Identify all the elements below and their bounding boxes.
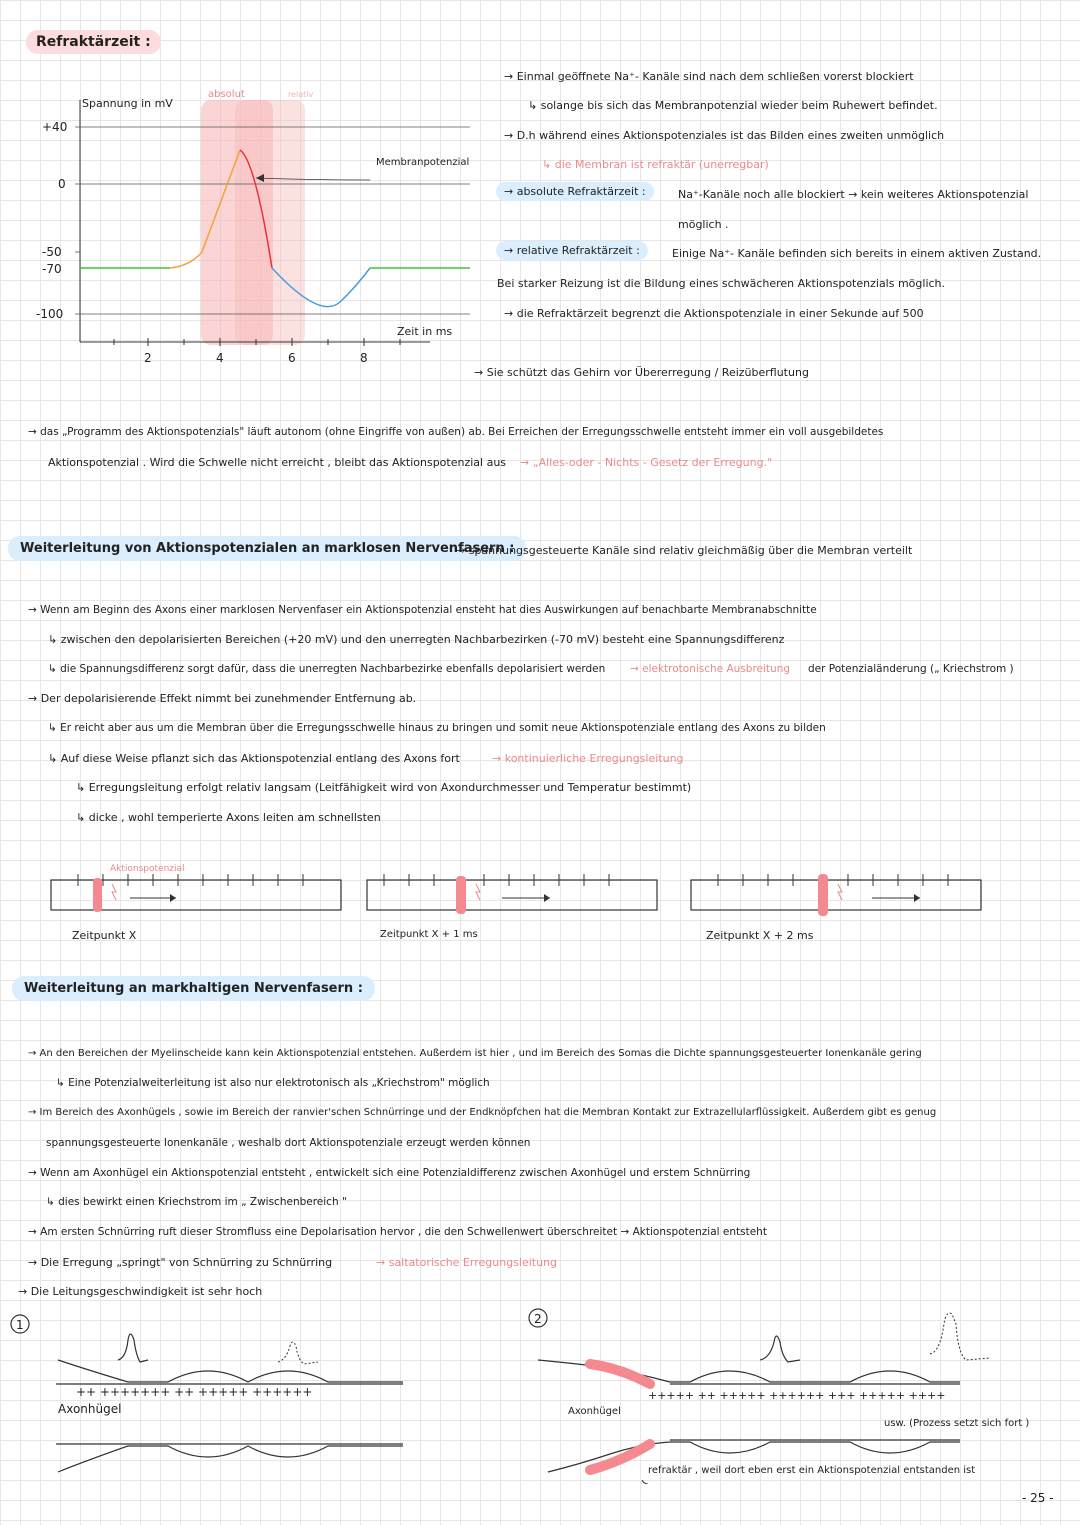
saltatorisch-term: → saltatorische Erregungsleitung [376, 1256, 558, 1269]
ytick-0: 0 [58, 177, 66, 191]
refrakt-note-8: Bei starker Reizung ist die Bildung eines schwächeren Aktionspotenzials möglich. [497, 277, 946, 290]
refrakt-note-10: → Sie schützt das Gehirn vor Übererregung / Reizüberflutung [474, 366, 809, 379]
diagram-number-1: 1 [16, 1318, 24, 1332]
mark-line-8: → Die Erregung „springt" von Schnürring zu Schnürring [28, 1256, 333, 1269]
curve-label: Membranpotenzial [376, 157, 470, 168]
mark-line-1: → An den Bereichen der Myelinscheide kann kein Aktionspotenzial entstehen. Außerdem ist hier , und im Bereich des Somas die Dichte spannungsgesteuerter Ionenkanäle gering [28, 1048, 922, 1059]
refrakt-note-6: möglich . [678, 218, 729, 231]
marklos-line-1: → Wenn am Beginn des Axons einer marklosen Nervenfaser ein Aktionspotenzial ensteht hat dies Auswirkungen auf benachbarte Membranabschnitte [28, 604, 817, 616]
zeitpunkt-3: Zeitpunkt X + 2 ms [706, 929, 814, 942]
usw-note: usw. (Prozess setzt sich fort ) [884, 1418, 1030, 1429]
xtick-8: 8 [360, 351, 368, 365]
marklos-line-7: ↳ Erregungsleitung erfolgt relativ langsam (Leitfähigkeit wird von Axondurchmesser und Temperatur bestimmt) [76, 781, 692, 794]
y-label: Spannung in mV [82, 97, 173, 110]
marklos-line-2: ↳ zwischen den depolarisierten Bereichen (+20 mV) und den unerregten Nachbarbezirken (-70 mV) besteht eine Spannungsdifferenz [48, 633, 785, 646]
axon-diagram-3 [688, 872, 988, 920]
mark-line-4: spannungsgesteuerte Ionenkanäle , weshalb dort Aktionspotenziale erzeugt werden können [46, 1137, 531, 1149]
axon-diagram-2 [364, 872, 664, 920]
program-line-1: → das „Programm des Aktionspotenzials" läuft autonom (ohne Eingriffe von außen) ab. Bei Erreichen der Erregungsschwelle entsteht immer ein voll ausgebildetes [28, 426, 884, 438]
axonhuegel-label-1: Axonhügel [58, 1402, 122, 1416]
relative-refrakt-term: → relative Refraktärzeit : [496, 241, 648, 260]
heading-markhaltig: Weiterleitung an markhaltigen Nervenfasern : [12, 976, 375, 1001]
marklos-line-3: ↳ die Spannungsdifferenz sorgt dafür, dass die unerregten Nachbarbezirke ebenfalls depolarisiert werden [48, 663, 606, 675]
marklos-line-6: ↳ Auf diese Weise pflanzt sich das Aktionspotenzial entlang des Axons fort [48, 752, 460, 765]
alles-oder-nichts: → „Alles-oder - Nichts - Gesetz der Erregung." [520, 456, 773, 469]
band-relativ-label: relativ [288, 90, 314, 99]
mark-line-9: → Die Leitungsgeschwindigkeit ist sehr hoch [18, 1285, 263, 1298]
plus-signs-1: ++ +++++++ ++ +++++ ++++++ [76, 1385, 313, 1399]
mark-line-7: → Am ersten Schnürring ruft dieser Stromfluss eine Depolarisation hervor , die den Schwellenwert überschreitet → Aktionspotenzial entsteht [28, 1226, 767, 1238]
refrakt-note-3: → D.h während eines Aktionspotenziales ist das Bilden eines zweiten unmöglich [504, 129, 945, 142]
ytick-minus70: -70 [42, 262, 62, 276]
zeitpunkt-2: Zeitpunkt X + 1 ms [380, 929, 478, 940]
membrane-potential-graph [30, 80, 480, 370]
refrakt-note-2: ↳ solange bis sich das Membranpotenzial wieder beim Ruhewert befindet. [528, 99, 938, 112]
ytick-40: +40 [42, 120, 68, 134]
xtick-2: 2 [144, 351, 152, 365]
refrakt-note-1: → Einmal geöffnete Na⁺- Kanäle sind nach dem schließen vorerst blockiert [504, 70, 914, 83]
mark-line-2: ↳ Eine Potenzialweiterleitung ist also nur elektrotonisch als „Kriechstrom" möglich [56, 1077, 490, 1089]
refrakt-note-4: ↳ die Membran ist refraktär (unerregbar) [542, 158, 769, 171]
heading-refraktaerzeit: Refraktärzeit : [26, 30, 161, 54]
heading-marklos: Weiterleitung von Aktionspotenzialen an marklosen Nervenfasern : [8, 536, 526, 561]
zeitpunkt-1: Zeitpunkt X [72, 929, 137, 942]
ap-label: Aktionspotenzial [110, 864, 185, 874]
diagram-number-2: 2 [534, 1312, 542, 1326]
relative-band [235, 100, 305, 345]
xtick-6: 6 [288, 351, 296, 365]
ytick-minus100: -100 [36, 307, 64, 321]
elektrotonisch-term: → elektrotonische Ausbreitung [630, 663, 791, 675]
marklos-line-8: ↳ dicke , wohl temperierte Axons leiten am schnellsten [76, 811, 381, 824]
program-line-2a: Aktionspotenzial . Wird die Schwelle nicht erreicht , bleibt das Aktionspotenzial aus [48, 456, 507, 469]
marklos-line-3b: der Potenzialänderung („ Kriechstrom ) [808, 663, 1014, 675]
mark-line-6: ↳ dies bewirkt einen Kriechstrom im „ Zwischenbereich " [46, 1196, 347, 1208]
refrakt-note-9: → die Refraktärzeit begrenzt die Aktionspotenziale in einer Sekunde auf 500 [504, 307, 924, 320]
kontinuierlich-term: → kontinuierliche Erregungsleitung [492, 752, 684, 765]
axonhuegel-label-2: Axonhügel [568, 1406, 621, 1417]
refrakt-note-7: Einige Na⁺- Kanäle befinden sich bereits in einem aktiven Zustand. [672, 247, 1042, 260]
marklos-line-4: → Der depolarisierende Effekt nimmt bei zunehmender Entfernung ab. [28, 692, 417, 705]
xtick-4: 4 [216, 351, 224, 365]
marklos-side-note: → spannungsgesteuerte Kanäle sind relativ gleichmäßig über die Membran verteilt [456, 544, 913, 557]
page-number: - 25 - [1022, 1491, 1054, 1505]
mark-line-3: → Im Bereich des Axonhügels , sowie im Bereich der ranvier'schen Schnürringe und der Endknöpfchen hat die Membran Kontakt zur Extrazellularflüssigkeit. Außerdem gibt es genug [28, 1107, 937, 1118]
absolute-refrakt-term: → absolute Refraktärzeit : [496, 182, 654, 201]
band-absolut-label: absolut [208, 89, 245, 100]
ytick-minus50: -50 [42, 245, 62, 259]
mark-line-5: → Wenn am Axonhügel ein Aktionspotenzial entsteht , entwickelt sich eine Potenzialdifferenz zwischen Axonhügel und erstem Schnürring [28, 1167, 751, 1179]
refrakt-note-5: Na⁺-Kanäle noch alle blockiert → kein weiteres Aktionspotenzial [678, 188, 1029, 201]
refraktaer-note: refraktär , weil dort eben erst ein Aktionspotenzial entstanden ist [648, 1465, 976, 1476]
marklos-line-5: ↳ Er reicht aber aus um die Membran über die Erregungsschwelle hinaus zu bringen und somit neue Aktionspotenziale entlang des Axons zu bilden [48, 722, 826, 734]
plus-signs-2: +++++ ++ +++++ ++++++ +++ +++++ ++++ [648, 1389, 946, 1402]
x-label: Zeit in ms [397, 325, 453, 338]
axon-diagram-1 [48, 872, 348, 920]
